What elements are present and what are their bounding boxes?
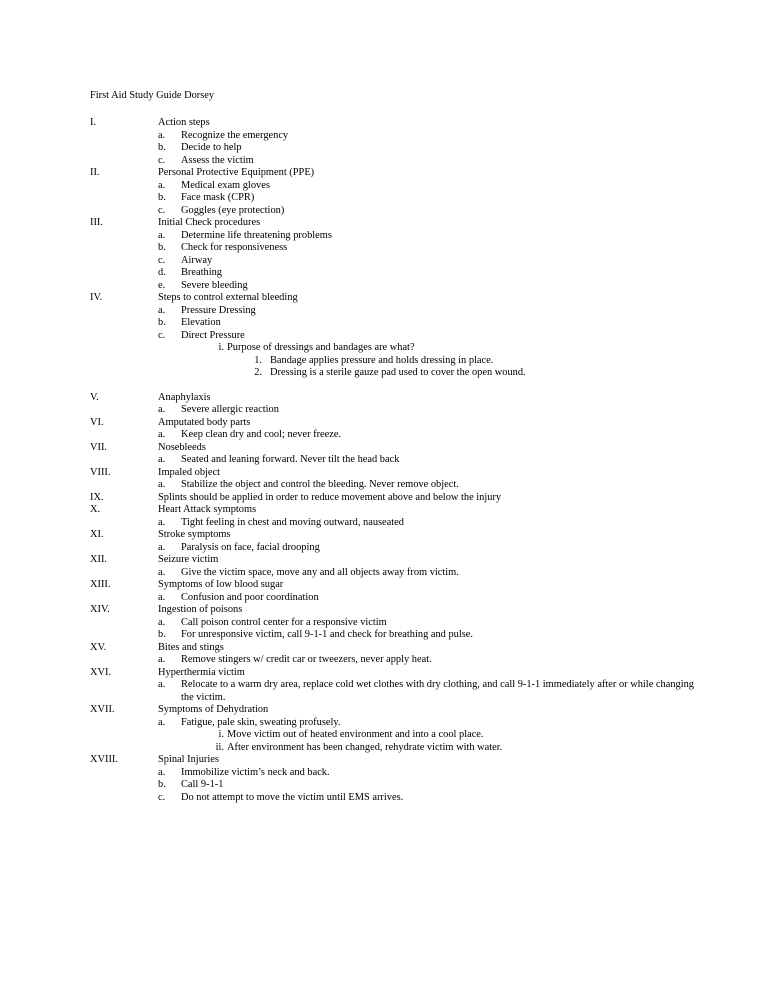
sub-item-text: Purpose of dressings and bandages are what? [227,342,415,353]
section-title: Action steps [158,117,210,128]
section-numeral: VIII. [90,466,111,478]
item-text: Face mask (CPR) [181,192,255,203]
list-item [0,454,768,467]
list-item [0,654,768,667]
item-letter: a. [158,591,166,603]
section-title: Steps to control external bleeding [158,292,298,303]
section-numeral: XI. [90,529,104,540]
item-text: Immobilize victim’s neck and back. [181,766,330,778]
list-item [0,429,768,442]
section-title: Amputated body parts [158,416,251,428]
sub-item [0,729,768,742]
item-text: Determine life threatening problems [181,229,332,241]
section-numeral: II. [90,167,100,178]
list-item [0,205,768,218]
list-item [0,717,768,730]
list-item [0,767,768,780]
section-title: Splints should be applied in order to reduce movement above and below the injury [158,491,502,503]
item-text: Recognize the emergency [181,129,289,141]
sub-item-numeral: ii. [215,741,224,753]
document-title: First Aid Study Guide Dorsey [90,90,215,101]
section-numeral: X. [90,504,101,515]
section-title: Seizure victim [158,554,219,565]
item-letter: d. [158,267,166,278]
section-heading [0,554,768,567]
sub-item [0,342,768,355]
nested-item-number: 2. [254,367,262,378]
list-item [0,779,768,792]
nested-item-number: 1. [254,354,262,366]
section-numeral: V. [90,391,99,403]
section-numeral: IV. [90,292,103,303]
nested-item [0,355,768,368]
item-letter: b. [158,317,166,328]
list-item [0,629,768,642]
item-letter: a. [158,679,166,690]
item-letter: c. [158,254,166,266]
item-text: Give the victim space, move any and all objects away from victim. [181,566,459,578]
item-text: Relocate to a warm dry area, replace cold wet clothes with dry clothing, and call 9-1-1 immediately after or while changing the victim. [181,679,694,703]
list-item [0,567,768,580]
item-text: Remove stingers w/ credit car or tweezers, never apply heat. [181,654,432,665]
section-heading [0,417,768,430]
item-text: Fatigue, pale skin, sweating profusely. [181,716,341,728]
item-letter: a. [158,616,166,628]
section-heading [0,704,768,717]
list-item [0,479,768,492]
section-title: Anaphylaxis [158,391,211,403]
item-letter: b. [158,192,166,203]
list-item [0,142,768,155]
section-heading [0,667,768,680]
list-item [0,180,768,193]
nested-item-text: Dressing is a sterile gauze pad used to cover the open wound. [270,367,526,378]
section-heading [0,292,768,305]
list-item [0,317,768,330]
item-letter: b. [158,629,166,640]
section-numeral: XIV. [90,604,110,615]
item-text: Decide to help [181,142,242,153]
section-numeral: IX. [90,491,104,503]
nested-item [0,367,768,380]
section-numeral: VI. [90,416,104,428]
list-item [0,192,768,205]
section-heading [0,467,768,480]
list-item [0,242,768,255]
item-text: Severe allergic reaction [181,404,279,415]
item-letter: c. [158,791,166,803]
item-text: Assess the victim [181,154,254,166]
list-item [0,792,768,805]
section-heading [0,442,768,455]
section-title: Bites and stings [158,641,224,653]
section-title: Hyperthermia victim [158,666,245,678]
item-text: Call 9-1-1 [181,779,224,790]
section-heading [0,754,768,767]
list-item [0,592,768,605]
item-letter: a. [158,304,166,316]
item-letter: c. [158,329,166,341]
list-item [0,267,768,280]
item-letter: b. [158,142,166,153]
item-letter: a. [158,179,166,191]
sub-item-numeral: i. [218,342,224,353]
section-heading [0,529,768,542]
item-text: For unresponsive victim, call 9-1-1 and check for breathing and pulse. [181,629,474,640]
section-heading [0,492,768,505]
item-letter: a. [158,541,166,553]
section-numeral: XVI. [90,666,112,678]
item-text: Elevation [181,317,221,328]
item-letter: a. [158,516,166,528]
item-letter: a. [158,654,166,665]
section-numeral: XII. [90,554,108,565]
list-item [0,255,768,268]
item-letter: c. [158,154,166,166]
item-text: Pressure Dressing [181,304,256,316]
item-text: Seated and leaning forward. Never tilt the head back [181,454,400,465]
section-title: Impaled object [158,466,221,478]
item-text: Confusion and poor coordination [181,591,319,603]
item-letter: b. [158,779,166,790]
item-letter: c. [158,204,166,216]
spacer [0,380,768,392]
item-letter: a. [158,454,166,465]
section-heading [0,504,768,517]
section-heading [0,579,768,592]
item-text: Direct Pressure [181,329,245,341]
item-letter: a. [158,566,166,578]
item-letter: e. [158,279,166,291]
list-item [0,305,768,318]
sub-item-numeral: i. [218,729,224,740]
item-text: Goggles (eye protection) [181,204,285,216]
item-text: Check for responsiveness [181,242,288,253]
section-heading [0,604,768,617]
section-title: Initial Check procedures [158,217,261,228]
section-heading [0,392,768,405]
section-title: Symptoms of low blood sugar [158,579,284,590]
item-text: Airway [181,254,213,266]
list-item [0,517,768,530]
sub-item-text: After environment has been changed, rehydrate victim with water. [227,741,503,753]
item-text: Do not attempt to move the victim until EMS arrives. [181,791,404,803]
section-title: Heart Attack symptoms [158,504,257,515]
section-title: Stroke symptoms [158,529,231,540]
section-title: Ingestion of poisons [158,604,243,615]
list-item [0,617,768,630]
item-letter: a. [158,129,166,141]
item-text: Keep clean dry and cool; never freeze. [181,429,342,440]
item-letter: a. [158,429,166,440]
section-numeral: XVII. [90,704,115,715]
list-item [0,330,768,343]
section-title: Personal Protective Equipment (PPE) [158,167,315,178]
list-item [0,280,768,293]
item-letter: a. [158,229,166,241]
section-heading [0,167,768,180]
item-text: Call poison control center for a responsive victim [181,616,387,628]
section-numeral: XVIII. [90,754,118,765]
list-item [0,404,768,417]
section-heading [0,117,768,130]
section-numeral: VII. [90,441,108,453]
list-item [0,130,768,143]
list-item [0,542,768,555]
item-text: Medical exam gloves [181,179,270,191]
item-text: Stabilize the object and control the bleeding. Never remove object. [181,479,459,490]
item-text: Tight feeling in chest and moving outward, nauseated [181,516,404,528]
item-letter: a. [158,716,166,728]
study-guide-outline [0,117,768,804]
item-letter: a. [158,404,166,415]
list-item [0,230,768,243]
section-heading [0,217,768,230]
section-title: Spinal Injuries [158,754,219,765]
list-item [0,679,768,704]
item-letter: a. [158,479,166,490]
list-item [0,155,768,168]
section-title: Symptoms of Dehydration [158,704,269,715]
section-heading [0,642,768,655]
section-numeral: III. [90,217,103,228]
item-letter: a. [158,766,166,778]
item-letter: b. [158,242,166,253]
sub-item [0,742,768,755]
nested-item-text: Bandage applies pressure and holds dressing in place. [270,354,494,366]
item-text: Severe bleeding [181,279,248,291]
item-text: Paralysis on face, facial drooping [181,541,320,553]
section-title: Nosebleeds [158,441,206,453]
sub-item-text: Move victim out of heated environment and into a cool place. [227,729,484,740]
section-numeral: XV. [90,641,107,653]
item-text: Breathing [181,267,222,278]
section-numeral: I. [90,117,97,128]
section-numeral: XIII. [90,579,111,590]
